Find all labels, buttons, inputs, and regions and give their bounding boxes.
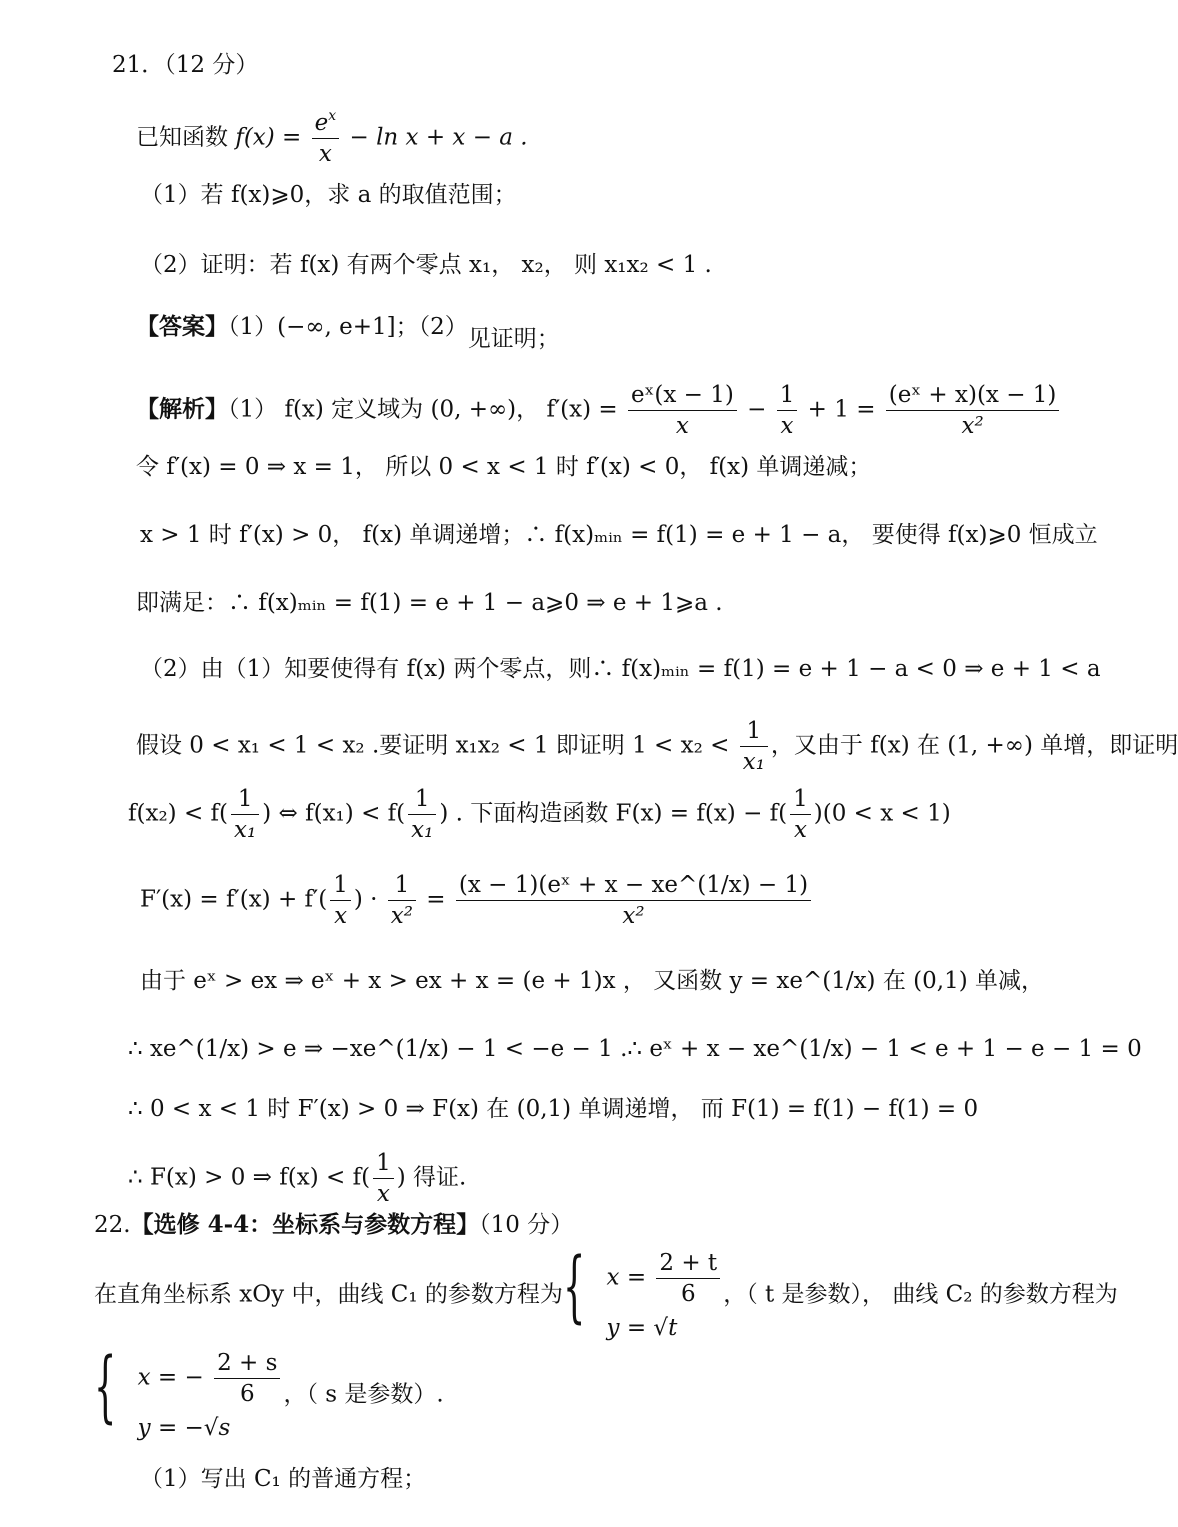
q21-stem-den: x (318, 141, 332, 167)
analysis-frac-2-num: 1 (777, 380, 798, 411)
analysis-frac-1 (628, 380, 737, 441)
q22-c1-x-row (607, 1248, 724, 1309)
analysis-line-8 (140, 870, 814, 931)
q22-header-score: （10 分） (479, 1212, 574, 1238)
q22-l1a: 在直角坐标系 xOy 中，曲线 C₁ 的参数方程为 (94, 1281, 563, 1308)
analysis-l8-frac-1 (330, 870, 351, 931)
analysis-l6-num: 1 (740, 716, 768, 747)
analysis-l8-frac-3-num: (x − 1)(eˣ + x − xe^(1/x) − 1) (456, 870, 811, 901)
analysis-l7-frac-1 (231, 784, 259, 845)
analysis-line-2: 令 f′(x) = 0 ⇒ x = 1， 所以 0 < x < 1 时 f′(x) < 0， f(x) 单调递减； (136, 454, 872, 480)
analysis-l7-frac-2-num: 1 (408, 784, 436, 815)
analysis-l6b: ，又由于 f(x) 在 (1, +∞) 单增，即证明 (770, 732, 1178, 759)
q22-header (94, 1210, 573, 1240)
q22-header-num: 22. (94, 1212, 131, 1238)
analysis-frac-3 (886, 380, 1060, 441)
analysis-l7-frac-3-num: 1 (790, 784, 811, 815)
analysis-l12b: ) 得证. (396, 1164, 467, 1191)
analysis-l12-fraction (373, 1148, 394, 1209)
q22-c1-x-den: 6 (680, 1281, 696, 1307)
analysis-mid-1: − (739, 396, 774, 423)
q21-stem-tail: − ln x + x − a . (342, 124, 528, 151)
q21-stem-prefix: 已知函数 (136, 124, 236, 151)
analysis-l7-frac-2 (408, 784, 436, 845)
analysis-l8-frac-3 (456, 870, 811, 931)
analysis-l7-frac-3 (790, 784, 811, 845)
analysis-l12a: ∴ F(x) > 0 ⇒ f(x) < f( (128, 1164, 371, 1191)
analysis-l7a: f(x₂) < f( (128, 800, 229, 827)
q21-stem-num: e (314, 110, 329, 136)
analysis-frac-2-den: x (780, 413, 794, 439)
q22-line-2 (94, 1342, 444, 1443)
q21-answer (136, 312, 560, 352)
analysis-l7b: ) ⇔ f(x₁) < f( (262, 800, 406, 827)
q22-header-tag: 【选修 4-4：坐标系与参数方程】 (130, 1211, 480, 1238)
analysis-l6-fraction (740, 716, 768, 777)
analysis-line-9: 由于 eˣ > ex ⇒ eˣ + x > ex + x = (e + 1)x ， 又函数 y = xe^(1/x) 在 (0,1) 单减， (140, 968, 1044, 994)
analysis-line-7 (128, 784, 951, 845)
analysis-l6a: 假设 0 < x₁ < 1 < x₂ .要证明 x₁x₂ < 1 即证明 1 < x₂ < (136, 732, 737, 759)
q22-c1-brace: { (562, 1242, 586, 1332)
analysis-frac-1-num: eˣ(x − 1) (628, 380, 737, 411)
q22-c1-x-num: 2 + t (656, 1248, 720, 1279)
analysis-l7-frac-1-den: x₁ (234, 817, 257, 843)
analysis-l12-den: x (376, 1181, 390, 1207)
q22-c1-y-row: y = √t (606, 1315, 678, 1341)
q21-stem-num-sup: x (328, 108, 337, 124)
q21-stem-fraction (312, 108, 340, 169)
q21-part1: （1）若 f(x)⩾0，求 a 的取值范围； (140, 182, 517, 208)
q22-c2-x-den: 6 (239, 1381, 255, 1407)
analysis-line-1 (136, 380, 1062, 441)
analysis-frac-3-den: x² (961, 413, 984, 439)
analysis-l7-frac-1-num: 1 (231, 784, 259, 815)
answer-tail: 见证明； (467, 326, 560, 352)
q21-stem (136, 108, 528, 169)
analysis-frac-3-num: (eˣ + x)(x − 1) (886, 380, 1060, 411)
analysis-l7-frac-3-den: x (793, 817, 807, 843)
analysis-l12-num: 1 (373, 1148, 394, 1179)
analysis-l6-den: x₁ (742, 749, 765, 775)
analysis-tag: 【解析】 (136, 395, 228, 423)
analysis-line-4: 即满足：∴ f(x)ₘᵢₙ = f(1) = e + 1 − a⩾0 ⇒ e + 1⩾a . (136, 590, 723, 616)
analysis-l8-frac-2 (388, 870, 416, 931)
q22-c2-x-num: 2 + s (214, 1348, 280, 1379)
q22-c2-x-lhs: x = − (137, 1364, 212, 1391)
q21-part2: （2）证明：若 f(x) 有两个零点 x₁， x₂， 则 x₁x₂ < 1 . (140, 252, 712, 278)
analysis-line-6 (136, 716, 1178, 777)
q22-c1-x-lhs: x = (606, 1264, 654, 1291)
q22-part1: （1）写出 C₁ 的普通方程； (140, 1466, 427, 1492)
analysis-line-10: ∴ xe^(1/x) > e ⇒ −xe^(1/x) − 1 < −e − 1 .∴ eˣ + x − xe^(1/x) − 1 < e + 1 − e − 1 = 0 (128, 1036, 1142, 1062)
analysis-l8c: = (419, 886, 453, 913)
answer-text: （1）(−∞, e+1]；（2） (228, 314, 468, 340)
analysis-l8-frac-2-num: 1 (388, 870, 416, 901)
q22-l1b: ，（ t 是参数）， 曲线 C₂ 的参数方程为 (723, 1281, 1118, 1308)
analysis-line-3: x > 1 时 f′(x) > 0， f(x) 单调递增；∴ f(x)ₘᵢₙ = f(1) = e + 1 − a， 要使得 f(x)⩾0 恒成立 (140, 522, 1098, 548)
analysis-l8-frac-1-den: x (334, 903, 348, 929)
analysis-l7d: )(0 < x < 1) (813, 800, 951, 827)
analysis-line-5: （2）由（1）知要使得有 f(x) 两个零点，则∴ f(x)ₘᵢₙ = f(1) = e + 1 − a < 0 ⇒ e + 1 < a (140, 656, 1101, 682)
q22-l2b: ，（ s 是参数）. (283, 1381, 444, 1408)
analysis-l8b: ) · (353, 886, 385, 913)
analysis-l1a: （1） f(x) 定义域为 (0, +∞)， f′(x) = (228, 396, 625, 423)
analysis-l7c: ) . 下面构造函数 F(x) = f(x) − f( (439, 800, 788, 827)
analysis-frac-2 (777, 380, 798, 441)
analysis-l8-frac-1-num: 1 (330, 870, 351, 901)
analysis-line-11: ∴ 0 < x < 1 时 F′(x) > 0 ⇒ F(x) 在 (0,1) 单调递增， 而 F(1) = f(1) − f(1) = 0 (128, 1096, 979, 1122)
q22-c2-system (94, 1342, 283, 1443)
q22-c1-system (562, 1242, 723, 1343)
q22-line-1 (94, 1242, 1118, 1343)
q21-header: 21．（12 分） (112, 52, 259, 78)
q21-stem-fx: f(x) = (235, 124, 309, 151)
analysis-frac-1-den: x (675, 413, 689, 439)
analysis-l7-frac-2-den: x₁ (411, 817, 434, 843)
q22-c2-x-row (138, 1348, 284, 1409)
analysis-l8-frac-2-den: x² (390, 903, 413, 929)
analysis-l8-frac-3-den: x² (622, 903, 645, 929)
analysis-mid-2: + 1 = (800, 396, 883, 423)
answer-tag: 【答案】 (136, 313, 228, 340)
q22-c2-brace: { (94, 1342, 117, 1432)
analysis-l8a: F′(x) = f′(x) + f′( (140, 886, 328, 913)
q22-c2-y-row: y = −√s (137, 1415, 231, 1441)
analysis-line-12 (128, 1148, 466, 1209)
